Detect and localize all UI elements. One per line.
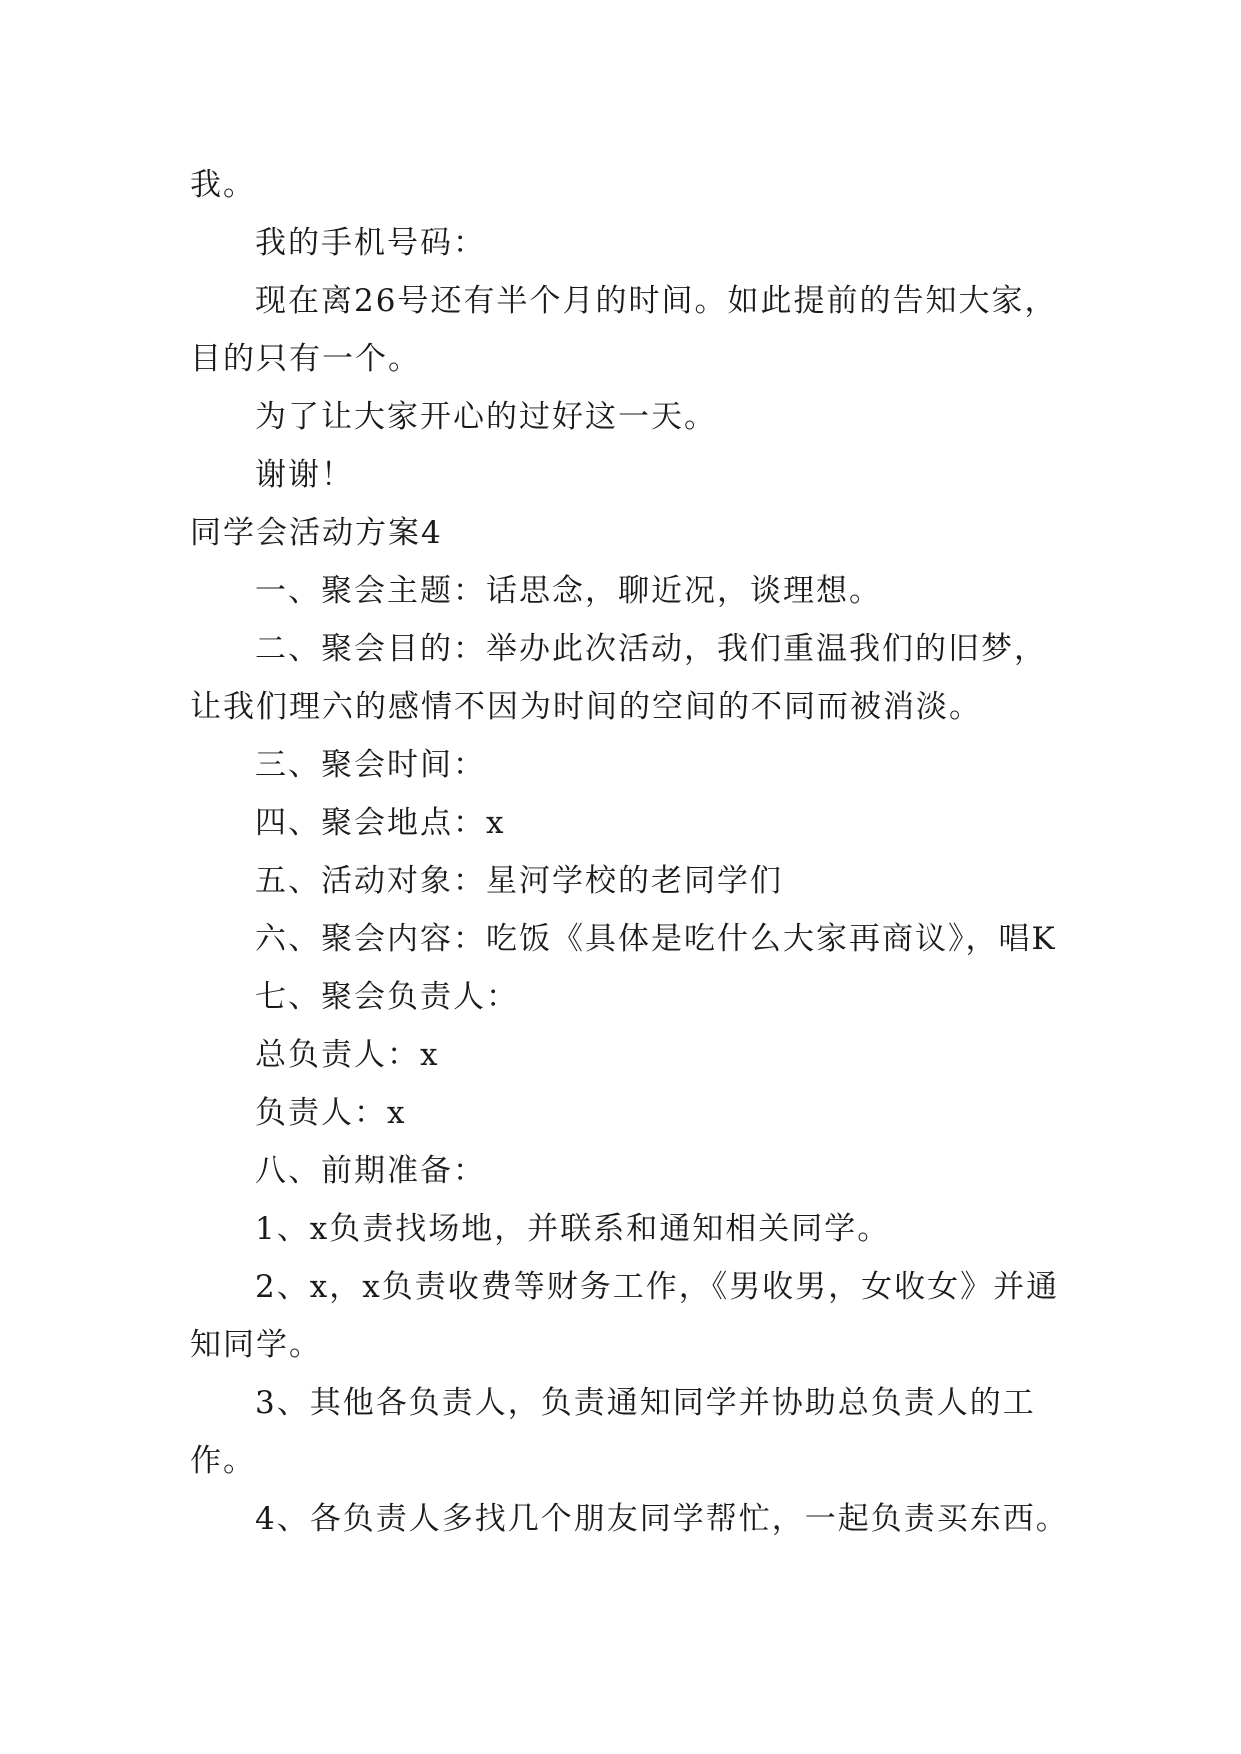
paragraph: 现在离26号还有半个月的时间。如此提前的告知大家，目的只有一个。 [190,283,1058,377]
paragraph: 一、聚会主题：话思念，聊近况，谈理想。 [255,573,882,609]
paragraph: 谢谢！ [255,457,354,493]
paragraph: 为了让大家开心的过好这一天。 [255,399,717,435]
paragraph: 四、聚会地点：x [255,805,506,841]
paragraph: 2、x，x负责收费等财务工作，《男收男，女收女》并通知同学。 [190,1269,1060,1363]
paragraph: 二、聚会目的：举办此次活动，我们重温我们的旧梦，让我们理六的感情不因为时间的空间的不同而被消淡。 [190,631,1047,725]
paragraph: 4、各负责人多找几个朋友同学帮忙，一起负责买东西。 [255,1501,1069,1537]
section-heading: 同学会活动方案4 [190,515,443,551]
paragraph: 三、聚会时间： [255,747,486,783]
paragraph: 六、聚会内容：吃饭《具体是吃什么大家再商议》，唱K [255,921,1057,957]
paragraph: 七、聚会负责人： [255,979,519,1015]
paragraph: 3、其他各负责人，负责通知同学并协助总负责人的工作。 [190,1385,1036,1479]
paragraph: 我。 [190,167,256,203]
paragraph: 总负责人：x [255,1037,440,1073]
document-body [190,156,1070,1548]
paragraph: 我的手机号码： [255,225,486,261]
paragraph: 五、活动对象：星河学校的老同学们 [255,863,783,899]
paragraph: 负责人：x [255,1095,407,1131]
paragraph: 八、前期准备： [255,1153,486,1189]
paragraph: 1、x负责找场地，并联系和通知相关同学。 [255,1211,891,1247]
